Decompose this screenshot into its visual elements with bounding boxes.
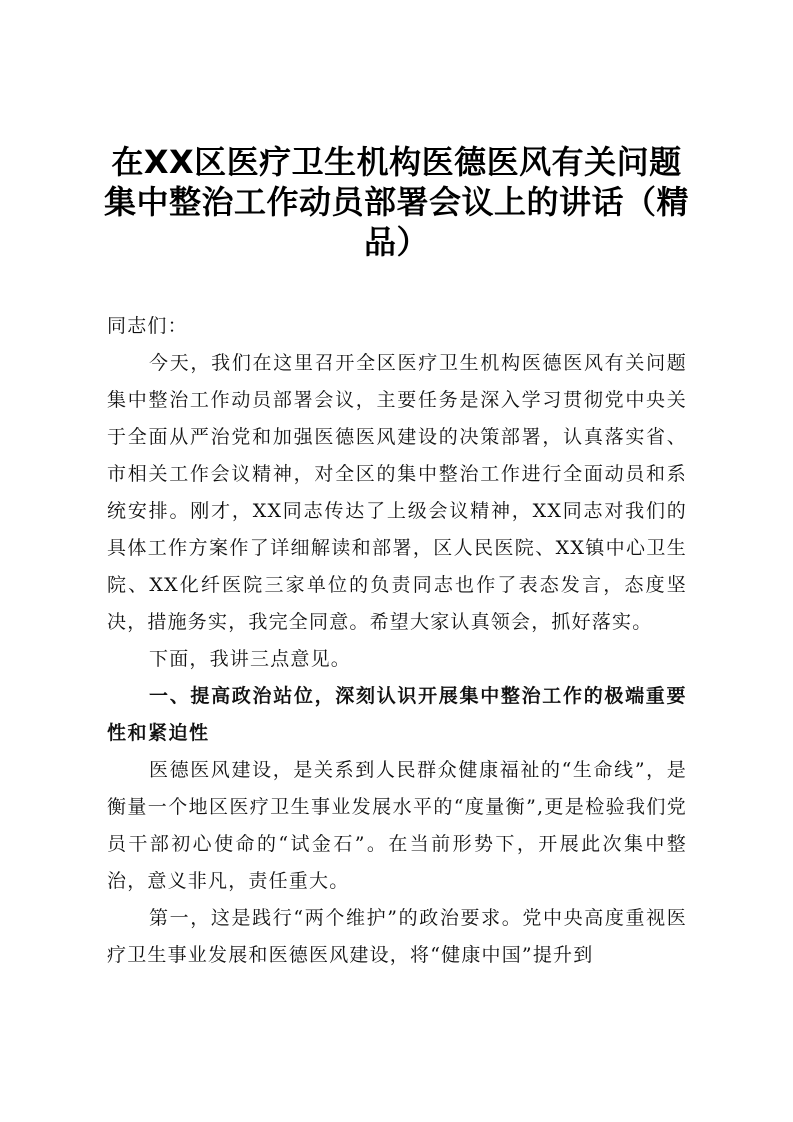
document-body — [107, 308, 687, 974]
paragraph-outline: 下面，我讲三点意见。 — [149, 648, 352, 670]
salutation: 同志们： — [107, 315, 188, 337]
document-title: 在XX区医疗卫生机构医德医风有关问题集中整治工作动员部署会议上的讲话（精品） — [103, 143, 689, 261]
paragraph-significance: 医德医风建设，是关系到人民群众健康福祉的“生命线”，是衡量一个地区医疗卫生事业发展水平的“度量衡”,更是检验我们党员干部初心使命的“试金石”。在当前形势下，开展此次集中整治，意义非凡，责任重大。 — [107, 759, 687, 892]
paragraph-first-point: 第一，这是践行“两个维护”的政治要求。党中央高度重视医疗卫生事业发展和医德医风建设，将“健康中国”提升到 — [107, 907, 687, 966]
paragraph-opening: 今天，我们在这里召开全区医疗卫生机构医德医风有关问题集中整治工作动员部署会议，主要任务是深入学习贯彻党中央关于全面从严治党和加强医德医风建设的决策部署，认真落实省、市相关工作会议精神，对全区的集中整治工作进行全面动员和系统安排。刚才，XX同志传达了上级会议精神，XX同志对我们的具体工作方案作了详细解读和部署，区人民医院、XX镇中心卫生院、XX化纤医院三家单位的负责同志也作了表态发言，态度坚决，措施务实，我完全同意。希望大家认真领会，抓好落实。 — [107, 352, 687, 633]
section-heading-1: 一、提高政治站位，深刻认识开展集中整治工作的极端重要性和紧迫性 — [107, 685, 687, 744]
